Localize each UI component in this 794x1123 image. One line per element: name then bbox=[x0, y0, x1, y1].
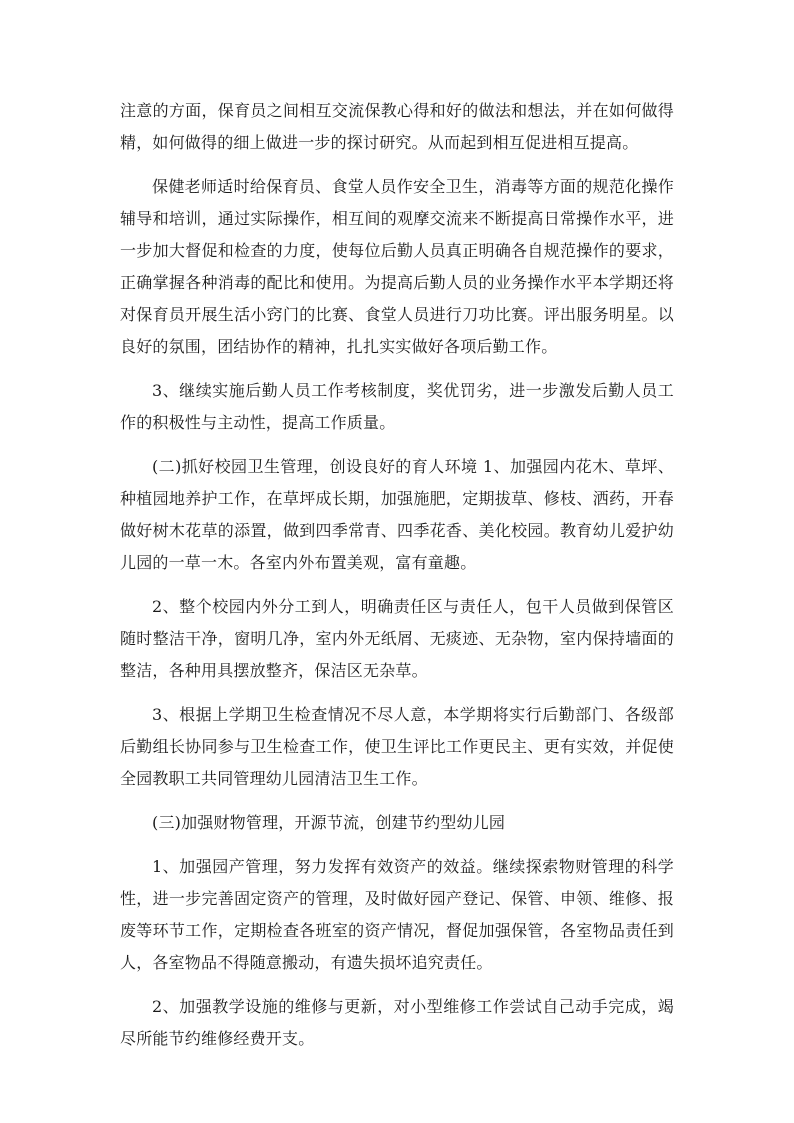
paragraph-9: 2、加强教学设施的维修与更新，对小型维修工作尝试自己动手完成，竭尽所能节约维修经费开支。 bbox=[120, 997, 674, 1048]
document-body bbox=[120, 95, 674, 1067]
paragraph-8: 1、加强园产管理，努力发挥有效资产的效益。继续探索物财管理的科学性，进一步完善固定资产的管理，及时做好园产登记、保管、申领、维修、报废等环节工作，定期检查各班室的资产情况，督促加强保管，各室物品责任到人，各室物品不得随意搬动，有遗失损坏追究责任。 bbox=[120, 857, 674, 972]
paragraph-6: 3、根据上学期卫生检查情况不尽人意，本学期将实行后勤部门、各级部后勤组长协同参与卫生检查工作，使卫生评比工作更民主、更有实效，并促使全园教职工共同管理幼儿园清洁卫生工作。 bbox=[120, 705, 674, 788]
paragraph-5: 2、整个校园内外分工到人，明确责任区与责任人，包干人员做到保管区随时整洁干净，窗明几净，室内外无纸屑、无痰迹、无杂物，室内保持墙面的整洁，各种用具摆放整齐，保洁区无杂草。 bbox=[120, 597, 674, 680]
paragraph-4: (二)抓好校园卫生管理，创设良好的育人环境 1、加强园内花木、草坪、种植园地养护工作，在草坪成长期，加强施肥，定期拔草、修枝、洒药，开春做好树木花草的添置，做到四季常青、四季花香、美化校园。教育幼儿爱护幼儿园的一草一木。各室内外布置美观，富有童趣。 bbox=[120, 457, 674, 572]
section-heading: (三)加强财物管理，开源节流，创建节约型幼儿园 bbox=[152, 813, 506, 832]
paragraph-2: 保健老师适时给保育员、食堂人员作安全卫生，消毒等方面的规范化操作辅导和培训，通过实际操作，相互间的观摩交流来不断提高日常操作水平，进一步加大督促和检查的力度，使每位后勤人员真正明确各自规范操作的要求，正确掌握各种消毒的配比和使用。为提高后勤人员的业务操作水平本学期还将对保育员开展生活小窍门的比赛、食堂人员进行刀功比赛。评出服务明星。以良好的氛围，团结协作的精神，扎扎实实做好各项后勤工作。 bbox=[120, 177, 674, 356]
paragraph-1: 注意的方面，保育员之间相互交流保教心得和好的做法和想法，并在如何做得精，如何做得的细上做进一步的探讨研究。从而起到相互促进相互提高。 bbox=[120, 101, 674, 152]
paragraph-3: 3、继续实施后勤人员工作考核制度，奖优罚劣，进一步激发后勤人员工作的积极性与主动性，提高工作质量。 bbox=[120, 381, 674, 432]
